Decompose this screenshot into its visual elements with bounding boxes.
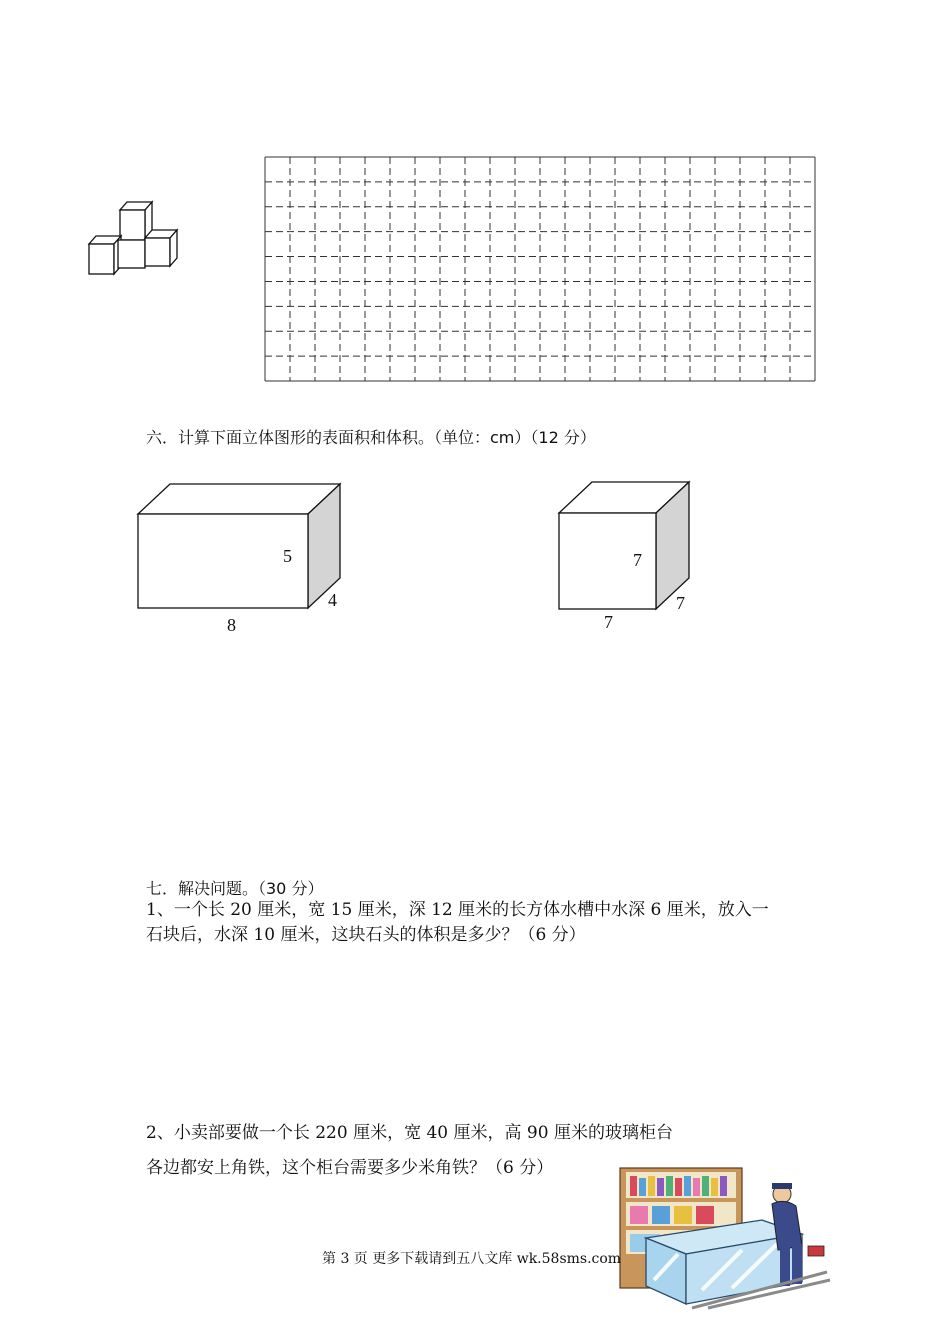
cuboid-length-label: 8 (227, 615, 236, 635)
shop-counter-illustration (612, 1150, 838, 1310)
page-footer: 第 3 页 更多下载请到五八文库 wk.58sms.com (322, 1251, 622, 1267)
question-2-line-1: 2、小卖部要做一个长 220 厘米，宽 40 厘米，高 90 厘米的玻璃柜台 (146, 1123, 673, 1143)
cube-length-label: 7 (604, 612, 613, 632)
question-1-line-2: 石块后，水深 10 厘米，这块石头的体积是多少？（6 分） (146, 925, 586, 945)
cuboid-height-label: 5 (283, 546, 292, 566)
question-2-line-2: 各边都安上角铁，这个柜台需要多少米角铁？（6 分） (146, 1158, 554, 1178)
section-seven-heading: 七．解决问题。（30 分） (146, 879, 324, 898)
cuboid-depth-label: 4 (328, 590, 337, 610)
dashed-grid-paper (264, 156, 816, 382)
cube-height-label: 7 (633, 550, 642, 570)
cuboid-figure (130, 476, 360, 646)
stacked-cubes-figure (85, 198, 185, 278)
cube-depth-label: 7 (676, 593, 685, 613)
question-1-line-1: 1、一个长 20 厘米，宽 15 厘米，深 12 厘米的长方体水槽中水深 6 厘米，放入一 (146, 900, 769, 920)
section-six-heading: 六．计算下面立体图形的表面积和体积。（单位：cm）（12 分） (146, 428, 596, 447)
